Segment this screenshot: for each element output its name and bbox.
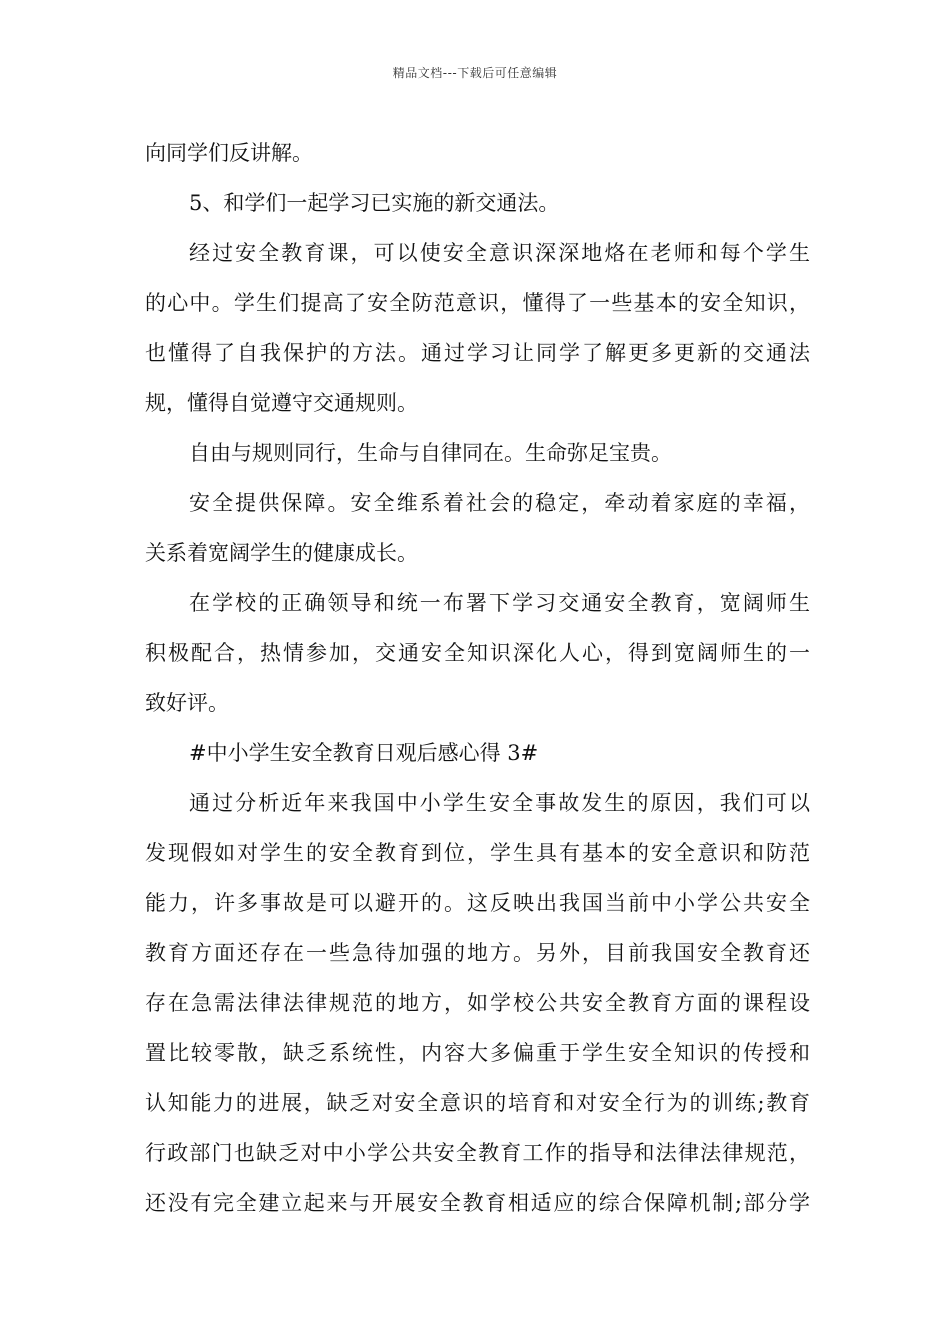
- text-line: 认知能力的进展，缺乏对安全意识的培育和对安全行为的训练;教育: [145, 1091, 810, 1115]
- section-heading: #中小学生安全教育日观后感心得 3#: [189, 741, 539, 765]
- text-line: 能力，许多事故是可以避开的。这反映出我国当前中小学公共安全: [145, 891, 810, 915]
- text-line: 安全提供保障。安全维系着社会的稳定，牵动着家庭的幸福，: [189, 491, 810, 515]
- text-line: 也懂得了自我保护的方法。通过学习让同学了解更多更新的交通法: [145, 341, 810, 365]
- page-header: 精品文档---下载后可任意编辑: [392, 66, 558, 80]
- text-line: 规，懂得自觉遵守交通规则。: [145, 391, 418, 415]
- text-line: 向同学们反讲解。: [145, 141, 313, 165]
- text-line: 还没有完全建立起来与开展安全教育相适应的综合保障机制;部分学: [145, 1191, 810, 1215]
- text-line: 5、和学们一起学习已实施的新交通法。: [189, 191, 560, 215]
- text-line: 关系着宽阔学生的健康成长。: [145, 541, 418, 565]
- text-line: 积极配合，热情参加，交通安全知识深化人心，得到宽阔师生的一: [145, 641, 810, 665]
- text-line: 存在急需法律法律规范的地方，如学校公共安全教育方面的课程设: [145, 991, 810, 1015]
- text-line: 的心中。学生们提高了安全防范意识，懂得了一些基本的安全知识，: [145, 291, 810, 315]
- text-line: 发现假如对学生的安全教育到位，学生具有基本的安全意识和防范: [145, 841, 810, 865]
- text-line: 在学校的正确领导和统一布署下学习交通安全教育，宽阔师生: [189, 591, 810, 615]
- text-line: 置比较零散，缺乏系统性，内容大多偏重于学生安全知识的传授和: [145, 1041, 810, 1065]
- text-line: 行政部门也缺乏对中小学公共安全教育工作的指导和法律法律规范，: [145, 1141, 810, 1165]
- text-line: 致好评。: [145, 691, 229, 715]
- text-line: 经过安全教育课，可以使安全意识深深地烙在老师和每个学生: [189, 241, 810, 265]
- text-line: 通过分析近年来我国中小学生安全事故发生的原因，我们可以: [189, 791, 810, 815]
- text-line: 自由与规则同行，生命与自律同在。生命弥足宝贵。: [189, 441, 672, 465]
- text-line: 教育方面还存在一些急待加强的地方。另外，目前我国安全教育还: [145, 941, 810, 965]
- document-body: [145, 128, 810, 1228]
